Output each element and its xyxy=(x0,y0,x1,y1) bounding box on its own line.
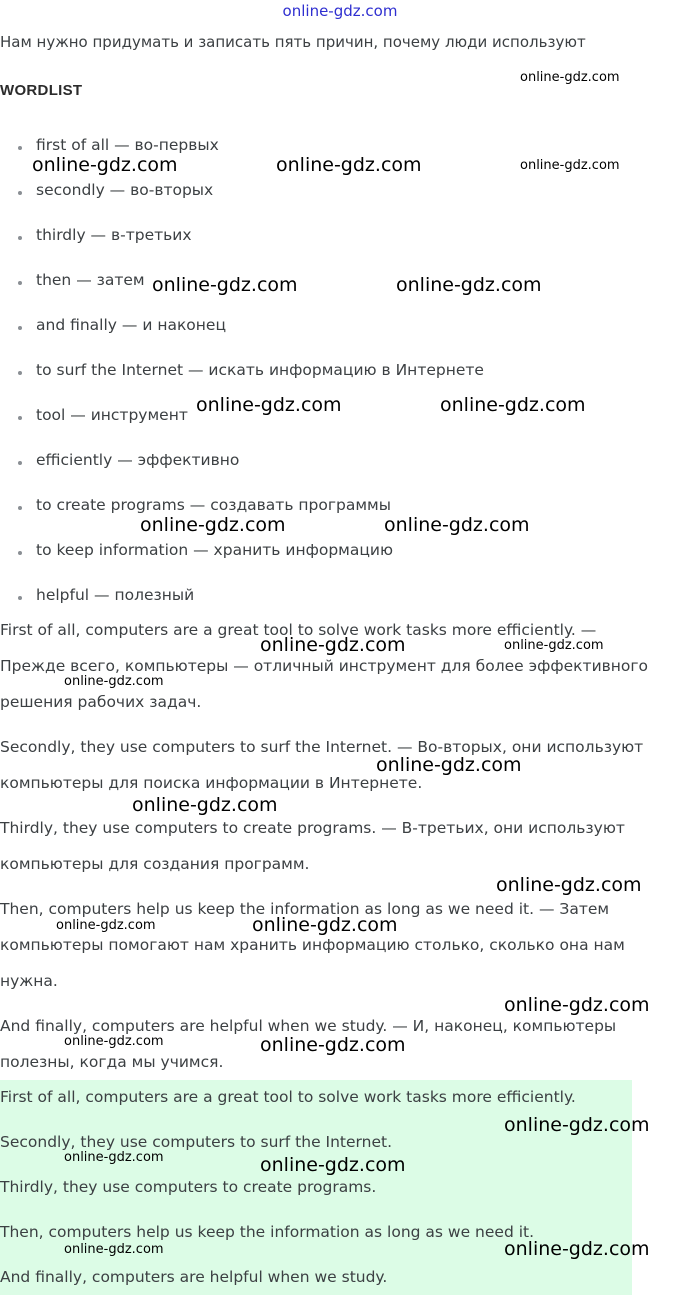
watermark: online-gdz.com xyxy=(276,154,422,176)
watermark: online-gdz.com xyxy=(260,1154,406,1176)
wordlist-item-text: secondly — во-вторых xyxy=(36,181,214,199)
wordlist-item-text: thirdly — в-третьих xyxy=(36,226,192,244)
wordlist-item-text: and finally — и наконец xyxy=(36,316,227,334)
answer-line: Secondly, they use computers to surf the Internet. xyxy=(0,1133,393,1151)
watermark: online-gdz.com xyxy=(440,394,586,416)
watermark: online-gdz.com xyxy=(132,794,278,816)
bullet-icon xyxy=(18,551,22,555)
paragraph-line: нужна. xyxy=(0,972,58,990)
paragraph-line: компьютеры помогают нам хранить информацию столько, сколько она нам xyxy=(0,936,625,954)
answer-line: First of all, computers are a great tool to solve work tasks more efficiently. xyxy=(0,1088,576,1106)
watermark: online-gdz.com xyxy=(64,1150,164,1165)
paragraph-line: And finally, computers are helpful when we study. — И, наконец, компьютеры xyxy=(0,1017,617,1035)
paragraph-line: Прежде всего, компьютеры — отличный инструмент для более эффективного xyxy=(0,657,649,675)
site-title[interactable]: online-gdz.com xyxy=(282,2,398,20)
watermark: online-gdz.com xyxy=(520,158,620,173)
bullet-icon xyxy=(18,146,22,150)
bullet-icon xyxy=(18,506,22,510)
wordlist-heading: WORDLIST xyxy=(0,82,83,99)
paragraph-line: решения рабочих задач. xyxy=(0,693,202,711)
watermark: online-gdz.com xyxy=(56,918,156,933)
watermark: online-gdz.com xyxy=(64,1034,164,1049)
bullet-icon xyxy=(18,191,22,195)
bullet-icon xyxy=(18,596,22,600)
wordlist-item-text: to surf the Internet — искать информацию в Интернете xyxy=(36,361,484,379)
watermark: online-gdz.com xyxy=(152,274,298,296)
bullet-icon xyxy=(18,281,22,285)
wordlist-item-text: to create programs — создавать программы xyxy=(36,496,391,514)
watermark: online-gdz.com xyxy=(496,874,642,896)
answer-line: Thirdly, they use computers to create programs. xyxy=(0,1178,377,1196)
wordlist-item-text: tool — инструмент xyxy=(36,406,188,424)
watermark: online-gdz.com xyxy=(504,638,604,653)
paragraph-line: First of all, computers are a great tool to solve work tasks more efficiently. — xyxy=(0,621,597,639)
wordlist-item-text: efficiently — эффективно xyxy=(36,451,240,469)
watermark: online-gdz.com xyxy=(504,1238,650,1260)
answer-line: Then, computers help us keep the information as long as we need it. xyxy=(0,1223,535,1241)
watermark: online-gdz.com xyxy=(384,514,530,536)
paragraph-line: Secondly, they use computers to surf the Internet. — Во-вторых, они используют xyxy=(0,738,644,756)
watermark: online-gdz.com xyxy=(396,274,542,296)
wordlist-item-text: then — затем xyxy=(36,271,145,289)
watermark: online-gdz.com xyxy=(196,394,342,416)
bullet-icon xyxy=(18,416,22,420)
watermark: online-gdz.com xyxy=(504,994,650,1016)
watermark: online-gdz.com xyxy=(140,514,286,536)
watermark: online-gdz.com xyxy=(520,70,620,85)
watermark: online-gdz.com xyxy=(260,634,406,656)
watermark: online-gdz.com xyxy=(504,1114,650,1136)
paragraph-line: полезны, когда мы учимся. xyxy=(0,1053,224,1071)
bullet-icon xyxy=(18,326,22,330)
paragraph-line: Thirdly, they use computers to create programs. — В-третьих, они используют xyxy=(0,819,625,837)
watermark: online-gdz.com xyxy=(376,754,522,776)
bullet-icon xyxy=(18,461,22,465)
answer-line: And finally, computers are helpful when we study. xyxy=(0,1268,388,1286)
paragraph-line: Then, computers help us keep the information as long as we need it. — Затем xyxy=(0,900,610,918)
watermark: online-gdz.com xyxy=(32,154,178,176)
bullet-icon xyxy=(18,371,22,375)
intro-text: Нам нужно придумать и записать пять причин, почему люди используют xyxy=(0,33,586,51)
wordlist-item-text: to keep information — хранить информацию xyxy=(36,541,394,559)
paragraph-line: компьютеры для поиска информации в Интернете. xyxy=(0,774,423,792)
paragraph-line: компьютеры для создания программ. xyxy=(0,855,310,873)
watermark: online-gdz.com xyxy=(64,1242,164,1257)
wordlist-item-text: helpful — полезный xyxy=(36,586,195,604)
watermark: online-gdz.com xyxy=(64,674,164,689)
bullet-icon xyxy=(18,236,22,240)
watermark: online-gdz.com xyxy=(252,914,398,936)
watermark: online-gdz.com xyxy=(260,1034,406,1056)
wordlist-item-text: first of all — во-первых xyxy=(36,136,219,154)
